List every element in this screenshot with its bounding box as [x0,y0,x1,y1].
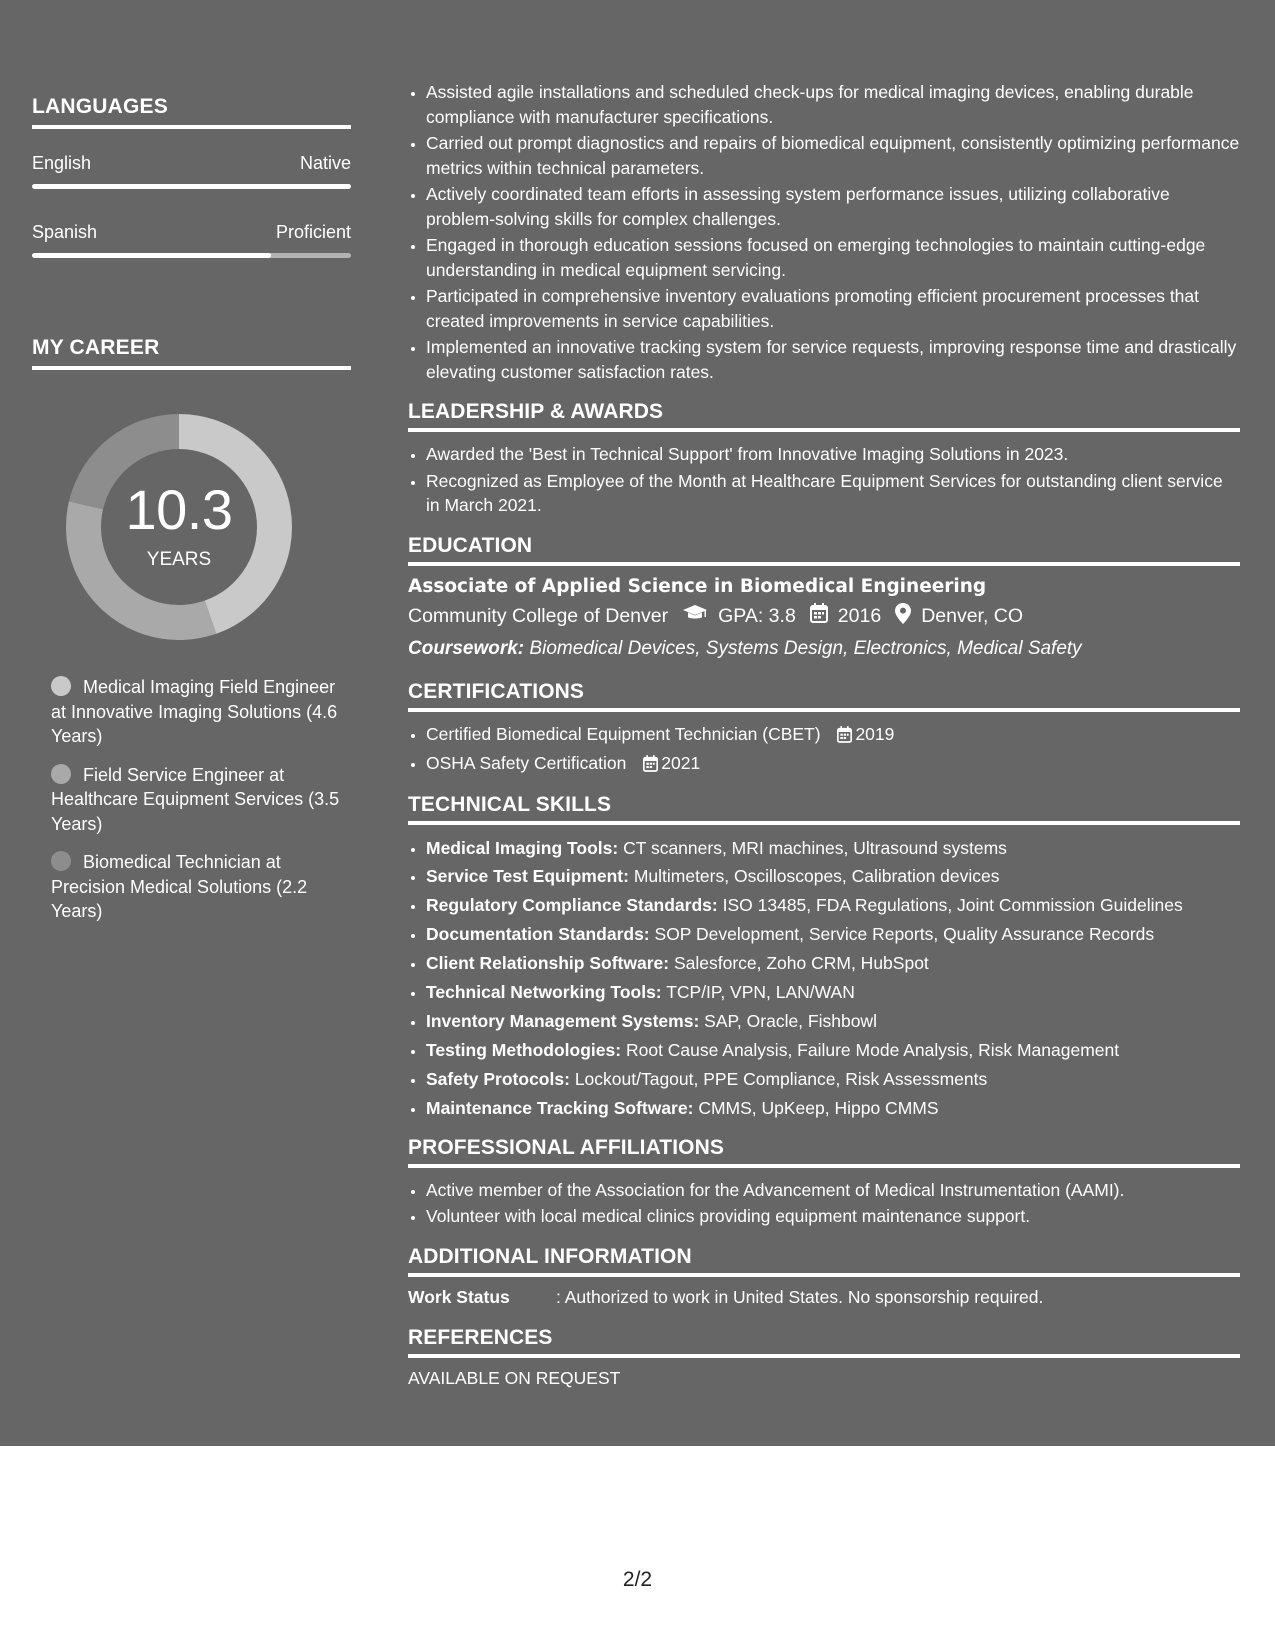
education-location: Denver, CO [921,604,1024,627]
skill-category: Inventory Management Systems: [426,1010,700,1031]
coursework-list: Biomedical Devices, Systems Design, Electronics, Medical Safety [529,637,1082,659]
skills-list [408,835,1240,1122]
skill-values: Lockout/Tagout, PPE Compliance, Risk Assessments [574,1068,988,1089]
affiliation-item: • Volunteer with local medical clinics providing equipment maintenance support. [426,1204,1240,1229]
education-heading: EDUCATION [408,534,1240,566]
leadership-item: • Recognized as Employee of the Month at Healthcare Equipment Services for outstanding client service in March 2021. [426,469,1240,518]
skill-category: Service Test Equipment: [426,866,629,887]
skill-item [426,921,1240,948]
experience-bullet: • Implemented an innovative tracking system for service requests, improving response time and drastically elevating customer satisfaction rates. [426,335,1240,384]
leadership-item: • Awarded the 'Best in Technical Support' from Innovative Imaging Solutions in 2023. [426,442,1240,467]
legend-dot-icon [51,676,71,696]
education-coursework [408,638,1240,660]
language-level: Native [299,153,351,173]
skill-item [426,1008,1240,1035]
calendar-icon [643,754,658,779]
map-pin-icon [895,603,911,630]
certifications-heading: CERTIFICATIONS [408,680,1240,712]
coursework-label: Coursework: [408,637,525,659]
affiliations-heading: PROFESSIONAL AFFILIATIONS [408,1136,1240,1168]
skill-item [426,1037,1240,1064]
skill-values: Multimeters, Oscilloscopes, Calibration devices [633,866,1000,887]
certification-year: 2021 [661,753,701,773]
skill-values: TCP/IP, VPN, LAN/WAN [666,982,855,1003]
skill-item [426,892,1240,919]
certification-year: 2019 [855,723,895,744]
experience-bullets [408,80,1240,384]
language-bar [32,184,351,189]
work-status-label: Work Status [408,1286,510,1307]
skill-values: SOP Development, Service Reports, Quality Assurance Records [654,924,1155,945]
calendar-icon [837,725,852,750]
skill-category: Regulatory Compliance Standards: [426,895,718,916]
career-heading: MY CAREER [32,336,351,370]
career-total-unit: YEARS [146,549,212,570]
legend-dot-icon [51,851,71,871]
skill-values: CT scanners, MRI machines, Ultrasound systems [623,837,1007,858]
skill-values: ISO 13485, FDA Regulations, Joint Commission Guidelines [722,895,1183,916]
work-status-value: : Authorized to work in United States. No sponsorship required. [556,1286,1044,1307]
career-total-years: 10.3 [125,478,233,541]
language-bar [32,253,351,258]
experience-bullet: • Actively coordinated team efforts in assessing system performance issues, utilizing collaborative problem-solving skills for complex challenges. [426,182,1240,231]
references-text: AVAILABLE ON REQUEST [408,1367,621,1388]
education-year: 2016 [837,604,882,627]
education-degree: Associate of Applied Science in Biomedical Engineering [408,575,987,597]
legend-dot-icon [51,764,71,784]
experience-bullet: • Engaged in thorough education sessions focused on emerging technologies to maintain cutting-edge understanding in medical equipment servicing. [426,233,1240,282]
page-number: 2/2 [622,1568,653,1591]
skill-category: Maintenance Tracking Software: [426,1097,694,1118]
work-status-row [408,1287,1240,1308]
skill-item [426,950,1240,977]
certification-item [426,751,1240,779]
skill-values: CMMS, UpKeep, Hippo CMMS [698,1097,939,1118]
affiliations-list [408,1178,1240,1229]
career-role-label: Medical Imaging Field Engineer at Innovative Imaging Solutions (4.6 Years) [51,677,338,746]
leadership-heading: LEADERSHIP & AWARDS [408,400,1240,432]
language-name: Spanish [32,222,98,242]
right-column [408,0,1240,1389]
career-roles-list [51,675,341,938]
affiliation-item: • Active member of the Association for the Advancement of Medical Instrumentation (AAMI). [426,1178,1240,1203]
skill-category: Medical Imaging Tools: [426,837,619,858]
certification-item [426,722,1240,750]
education-meta [408,603,1240,630]
skill-item [426,1095,1240,1122]
skill-category: Client Relationship Software: [426,953,670,974]
career-role-label: Field Service Engineer at Healthcare Equipment Services (3.5 Years) [51,764,340,834]
skill-category: Safety Protocols: [426,1068,570,1089]
skill-item [426,1066,1240,1093]
additional-info-heading: ADDITIONAL INFORMATION [408,1245,1240,1277]
language-row [32,222,351,243]
education-school: Community College of Denver [408,604,669,627]
skill-category: Technical Networking Tools: [426,982,662,1003]
skill-values: Root Cause Analysis, Failure Mode Analysis, Risk Management [625,1039,1120,1060]
experience-bullet: • Carried out prompt diagnostics and repairs of biomedical equipment, consistently optimizing performance metrics within technical parameters. [426,131,1240,180]
skill-category: Testing Methodologies: [426,1039,622,1060]
language-bar-fill [32,184,351,189]
skill-item [426,979,1240,1006]
graduation-cap-icon [682,604,708,628]
references-heading: REFERENCES [408,1326,1240,1358]
language-level: Proficient [275,222,351,242]
skill-values: Salesforce, Zoho CRM, HubSpot [673,953,929,974]
certification-name: OSHA Safety Certification [426,753,627,773]
certifications-list [408,722,1240,779]
career-role-item [51,850,341,924]
skill-item [426,835,1240,862]
language-row [32,153,351,174]
career-role-label: Biomedical Technician at Precision Medical Solutions (2.2 Years) [51,852,308,921]
language-bar-fill [32,253,271,258]
career-role-item [51,675,341,749]
skill-item [426,863,1240,890]
languages-heading: LANGUAGES [32,95,351,129]
skills-heading: TECHNICAL SKILLS [408,793,1240,825]
language-name: English [32,153,92,173]
skill-category: Documentation Standards: [426,924,650,945]
experience-bullet: • Participated in comprehensive inventory evaluations promoting efficient procurement processes that created improvements in service capabilities. [426,284,1240,333]
education-gpa: GPA: 3.8 [718,604,796,627]
experience-bullet: • Assisted agile installations and scheduled check-ups for medical imaging devices, enabling durable compliance with manufacturer specifications. [426,80,1240,129]
leadership-list [408,442,1240,518]
certification-name: Certified Biomedical Equipment Technician (CBET) [426,723,821,744]
calendar-icon [810,603,828,629]
skill-values: SAP, Oracle, Fishbowl [704,1010,877,1031]
career-role-item [51,763,341,837]
